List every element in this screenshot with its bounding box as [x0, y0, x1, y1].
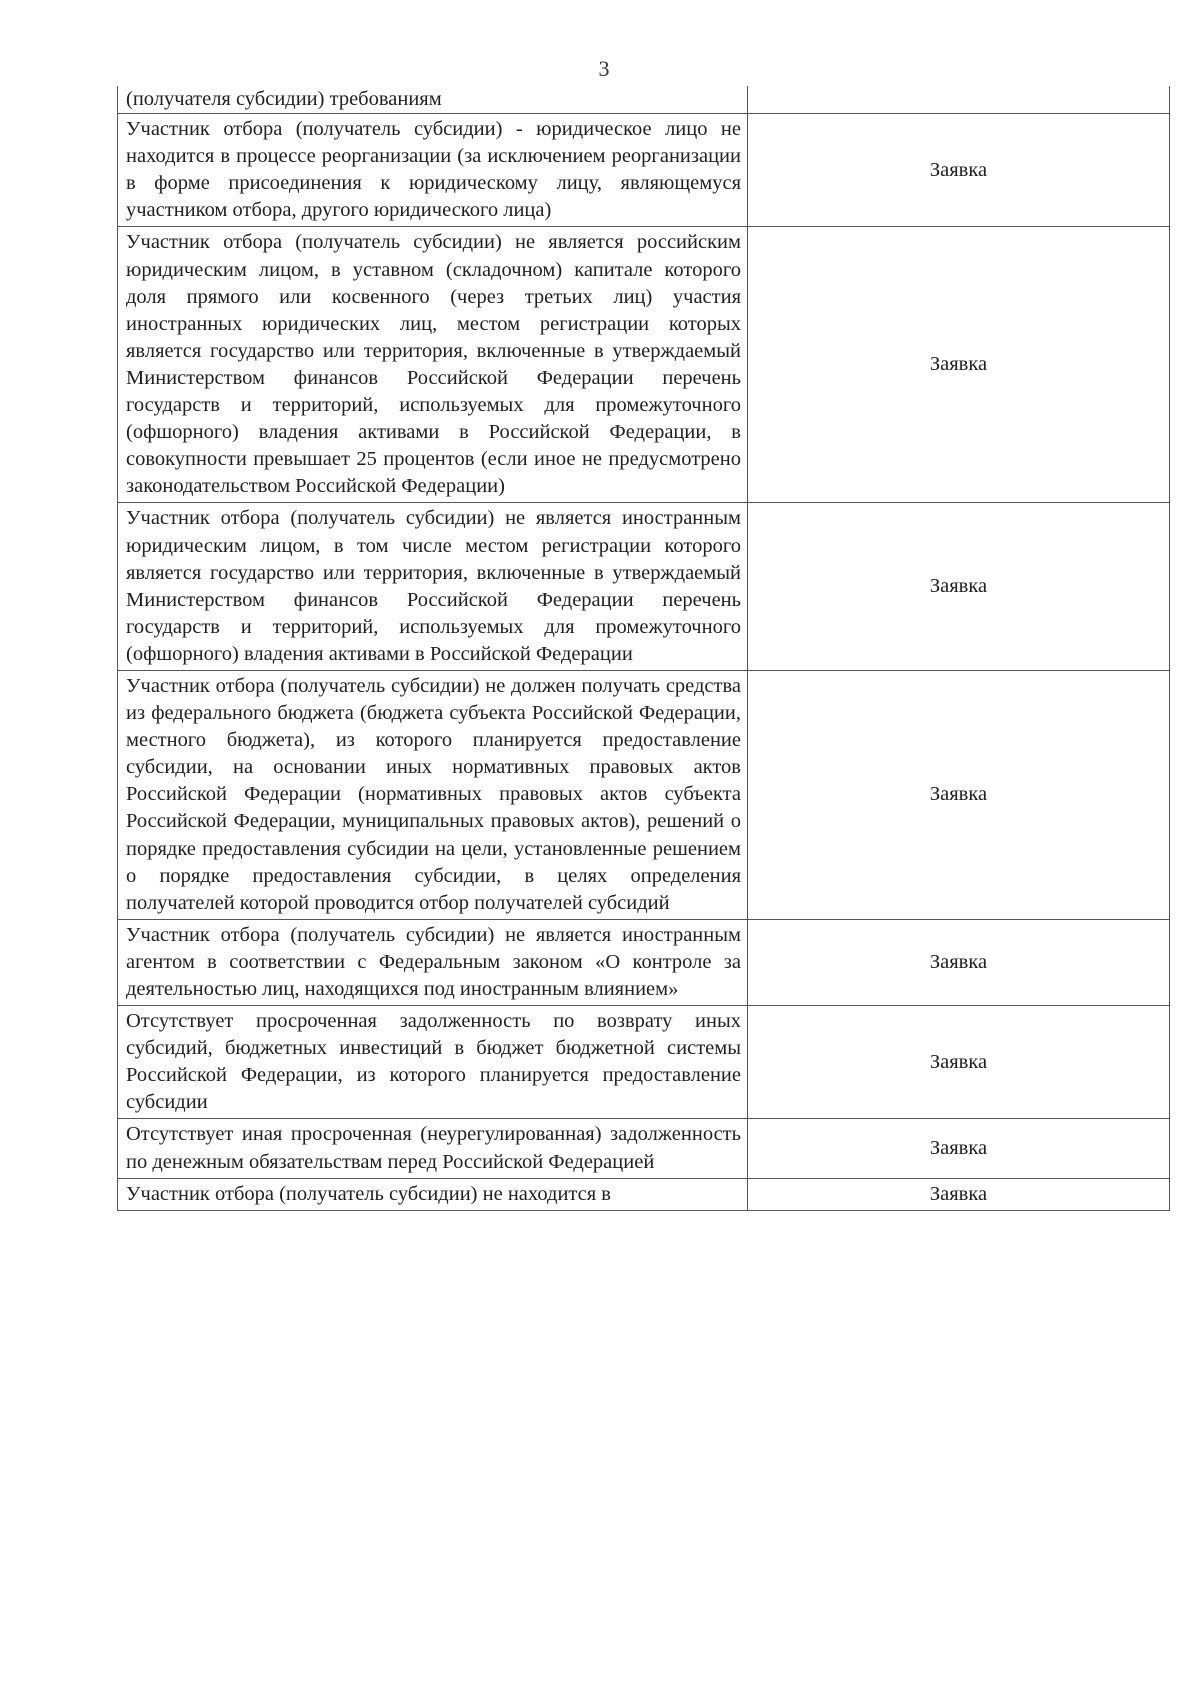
document-cell: Заявка: [748, 227, 1170, 503]
requirement-cell: Участник отбора (получатель субсидии) не является российским юридическим лицом, в уставном (складочном) капитале которого доля прямого или косвенного (через третьих лиц) участия иностранных юридических лиц, местом регистрации которых является государство или территория, включенные в утверждаемый Министерством финансов Российской Федерации перечень государств и территорий, используемых для промежуточного (офшорного) владения активами в Российской Федерации, в совокупности превышает 25 процентов (если иное не предусмотрено законодательством Российской Федерации): [118, 227, 748, 503]
requirement-cell: Участник отбора (получатель субсидии) - юридическое лицо не находится в процессе реорганизации (за исключением реорганизации в форме присоединения к юридическому лицу, являющемуся участником отбора, другого юридического лица): [118, 114, 748, 227]
document-cell: Заявка: [748, 1006, 1170, 1119]
requirement-cell: Участник отбора (получатель субсидии) не является иностранным юридическим лицом, в том числе местом регистрации которого является государство или территория, включенные в утверждаемый Министерством финансов Российской Федерации перечень государств и территорий, используемых для промежуточного (офшорного) владения активами в Российской Федерации: [118, 503, 748, 671]
table-row: [118, 227, 1170, 503]
requirement-cell: Участник отбора (получатель субсидии) не должен получать средства из федерального бюджета (бюджета субъекта Российской Федерации, местного бюджета), из которого планируется предоставление субсидии, на основании иных нормативных правовых актов Российской Федерации (нормативных правовых актов субъекта Российской Федерации, муниципальных правовых актов), решений о порядке предоставления субсидии на цели, установленные решением о порядке предоставления субсидии, в целях определения получателей которой проводится отбор получателей субсидий: [118, 670, 748, 919]
requirement-cell: Отсутствует просроченная задолженность по возврату иных субсидий, бюджетных инвестиций в бюджет бюджетной системы Российской Федерации, из которого планируется предоставление субсидии: [118, 1006, 748, 1119]
document-cell: Заявка: [748, 1178, 1170, 1210]
requirement-cell: Участник отбора (получатель субсидии) не находится в: [118, 1178, 748, 1210]
document-cell: Заявка: [748, 1119, 1170, 1178]
document-cell: Заявка: [748, 670, 1170, 919]
document-cell: Заявка: [748, 114, 1170, 227]
document-cell: Заявка: [748, 919, 1170, 1005]
table-row: [118, 503, 1170, 671]
page-number: 3: [598, 56, 610, 81]
table-row: [118, 919, 1170, 1005]
document-cell: Заявка: [748, 503, 1170, 671]
table-row: [118, 670, 1170, 919]
requirements-table: [117, 86, 1170, 1211]
table-row: [118, 114, 1170, 227]
document-cell: [748, 86, 1170, 114]
requirement-cell: Отсутствует иная просроченная (неурегулированная) задолженность по денежным обязательствам перед Российской Федерацией: [118, 1119, 748, 1178]
table-row: [118, 1178, 1170, 1210]
table-row: [118, 1006, 1170, 1119]
table-row: [118, 1119, 1170, 1178]
requirement-cell: (получателя субсидии) требованиям: [118, 86, 748, 114]
table-row: [118, 86, 1170, 114]
requirement-cell: Участник отбора (получатель субсидии) не является иностранным агентом в соответствии с Федеральным законом «О контроле за деятельностью лиц, находящихся под иностранным влиянием»: [118, 919, 748, 1005]
